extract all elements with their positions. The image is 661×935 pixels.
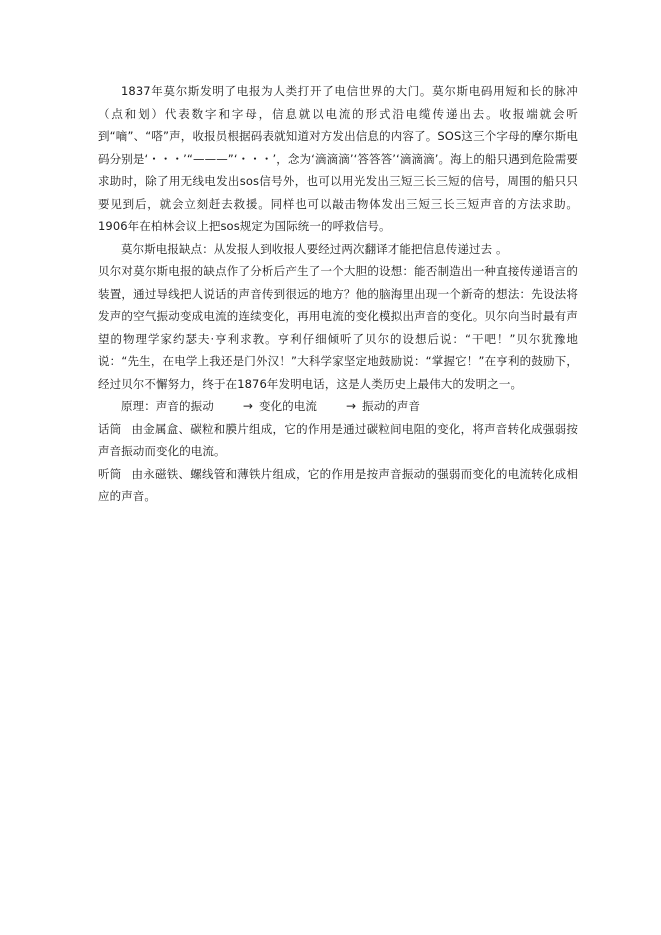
paragraph-earpiece [98,463,578,508]
microphone-description: 由金属盒、碳粒和膜片组成，它的作用是通过碳粒间电阻的变化，将声音转化成强弱按声音振动而变化的电流。 [98,421,579,458]
microphone-term: 话筒 [98,421,122,436]
paragraph-microphone [98,418,578,463]
principle-step-current: 变化的电流 [258,399,317,413]
paragraph-telegraph-drawback: 莫尔斯电报缺点：从发报人到收报人要经过两次翻译才能把信息传递过去 。 [121,241,508,256]
earpiece-term: 听筒 [98,466,122,481]
arrow-icon: → [345,399,357,413]
paragraph-morse-history: 1837年莫尔斯发明了电报为人类打开了电信世界的大门。莫尔斯电码用短和长的脉冲（点和划）代表数字和字母，信息就以电流的形式沿电缆传递出去。收报端就会听到“嘀”、“嗒”声，收报员根据码表就知道对方发出信息的内容了。SOS这三个字母的摩尔斯电码分别是‘・・・’“———”‘・・・’，念为‘滴滴滴’‘答答答’‘滴滴滴’。海上的船只遇到危险需要求助时，除了用无线电发出sos信号外，也可以用光发出三短三长三短的信号，周围的船只只要见到后，就会立刻赶去救援。同样也可以敲击物体发出三短三长三短声音的方法求助。1906年在柏林会议上把sos规定为国际统一的呼救信号。 [98,84,578,233]
earpiece-description: 由永磁铁、螺线管和薄铁片组成，它的作用是按声音振动的强弱而变化的电流转化成相应的声音。 [98,466,579,503]
principle-label: 原理：声音的振动 [121,399,214,413]
paragraph-bell-invention: 贝尔对莫尔斯电报的缺点作了分析后产生了一个大胆的设想：能否制造出一种直接传递语言的装置，通过导线把人说话的声音传到很远的地方？他的脑海里出现一个新奇的想法：先设法将发声的空气振动变成电流的连续变化，再用电流的变化模拟出声音的变化。贝尔向当时最有声望的物理学家约瑟夫·亨利求教。亨利仔细倾听了贝尔的设想后说：“干吧！”贝尔犹豫地说：“先生，在电学上我还是门外汉！”大科学家坚定地鼓励说：“掌握它！”在亨利的鼓励下，经过贝尔不懈努力，终于在1876年发明电话，这是人类历史上最伟大的发明之一。 [98,264,578,391]
document-body [98,80,578,508]
arrow-icon: → [242,399,253,413]
principle-step-sound: 振动的声音 [362,399,421,413]
paragraph-principle [98,395,578,418]
